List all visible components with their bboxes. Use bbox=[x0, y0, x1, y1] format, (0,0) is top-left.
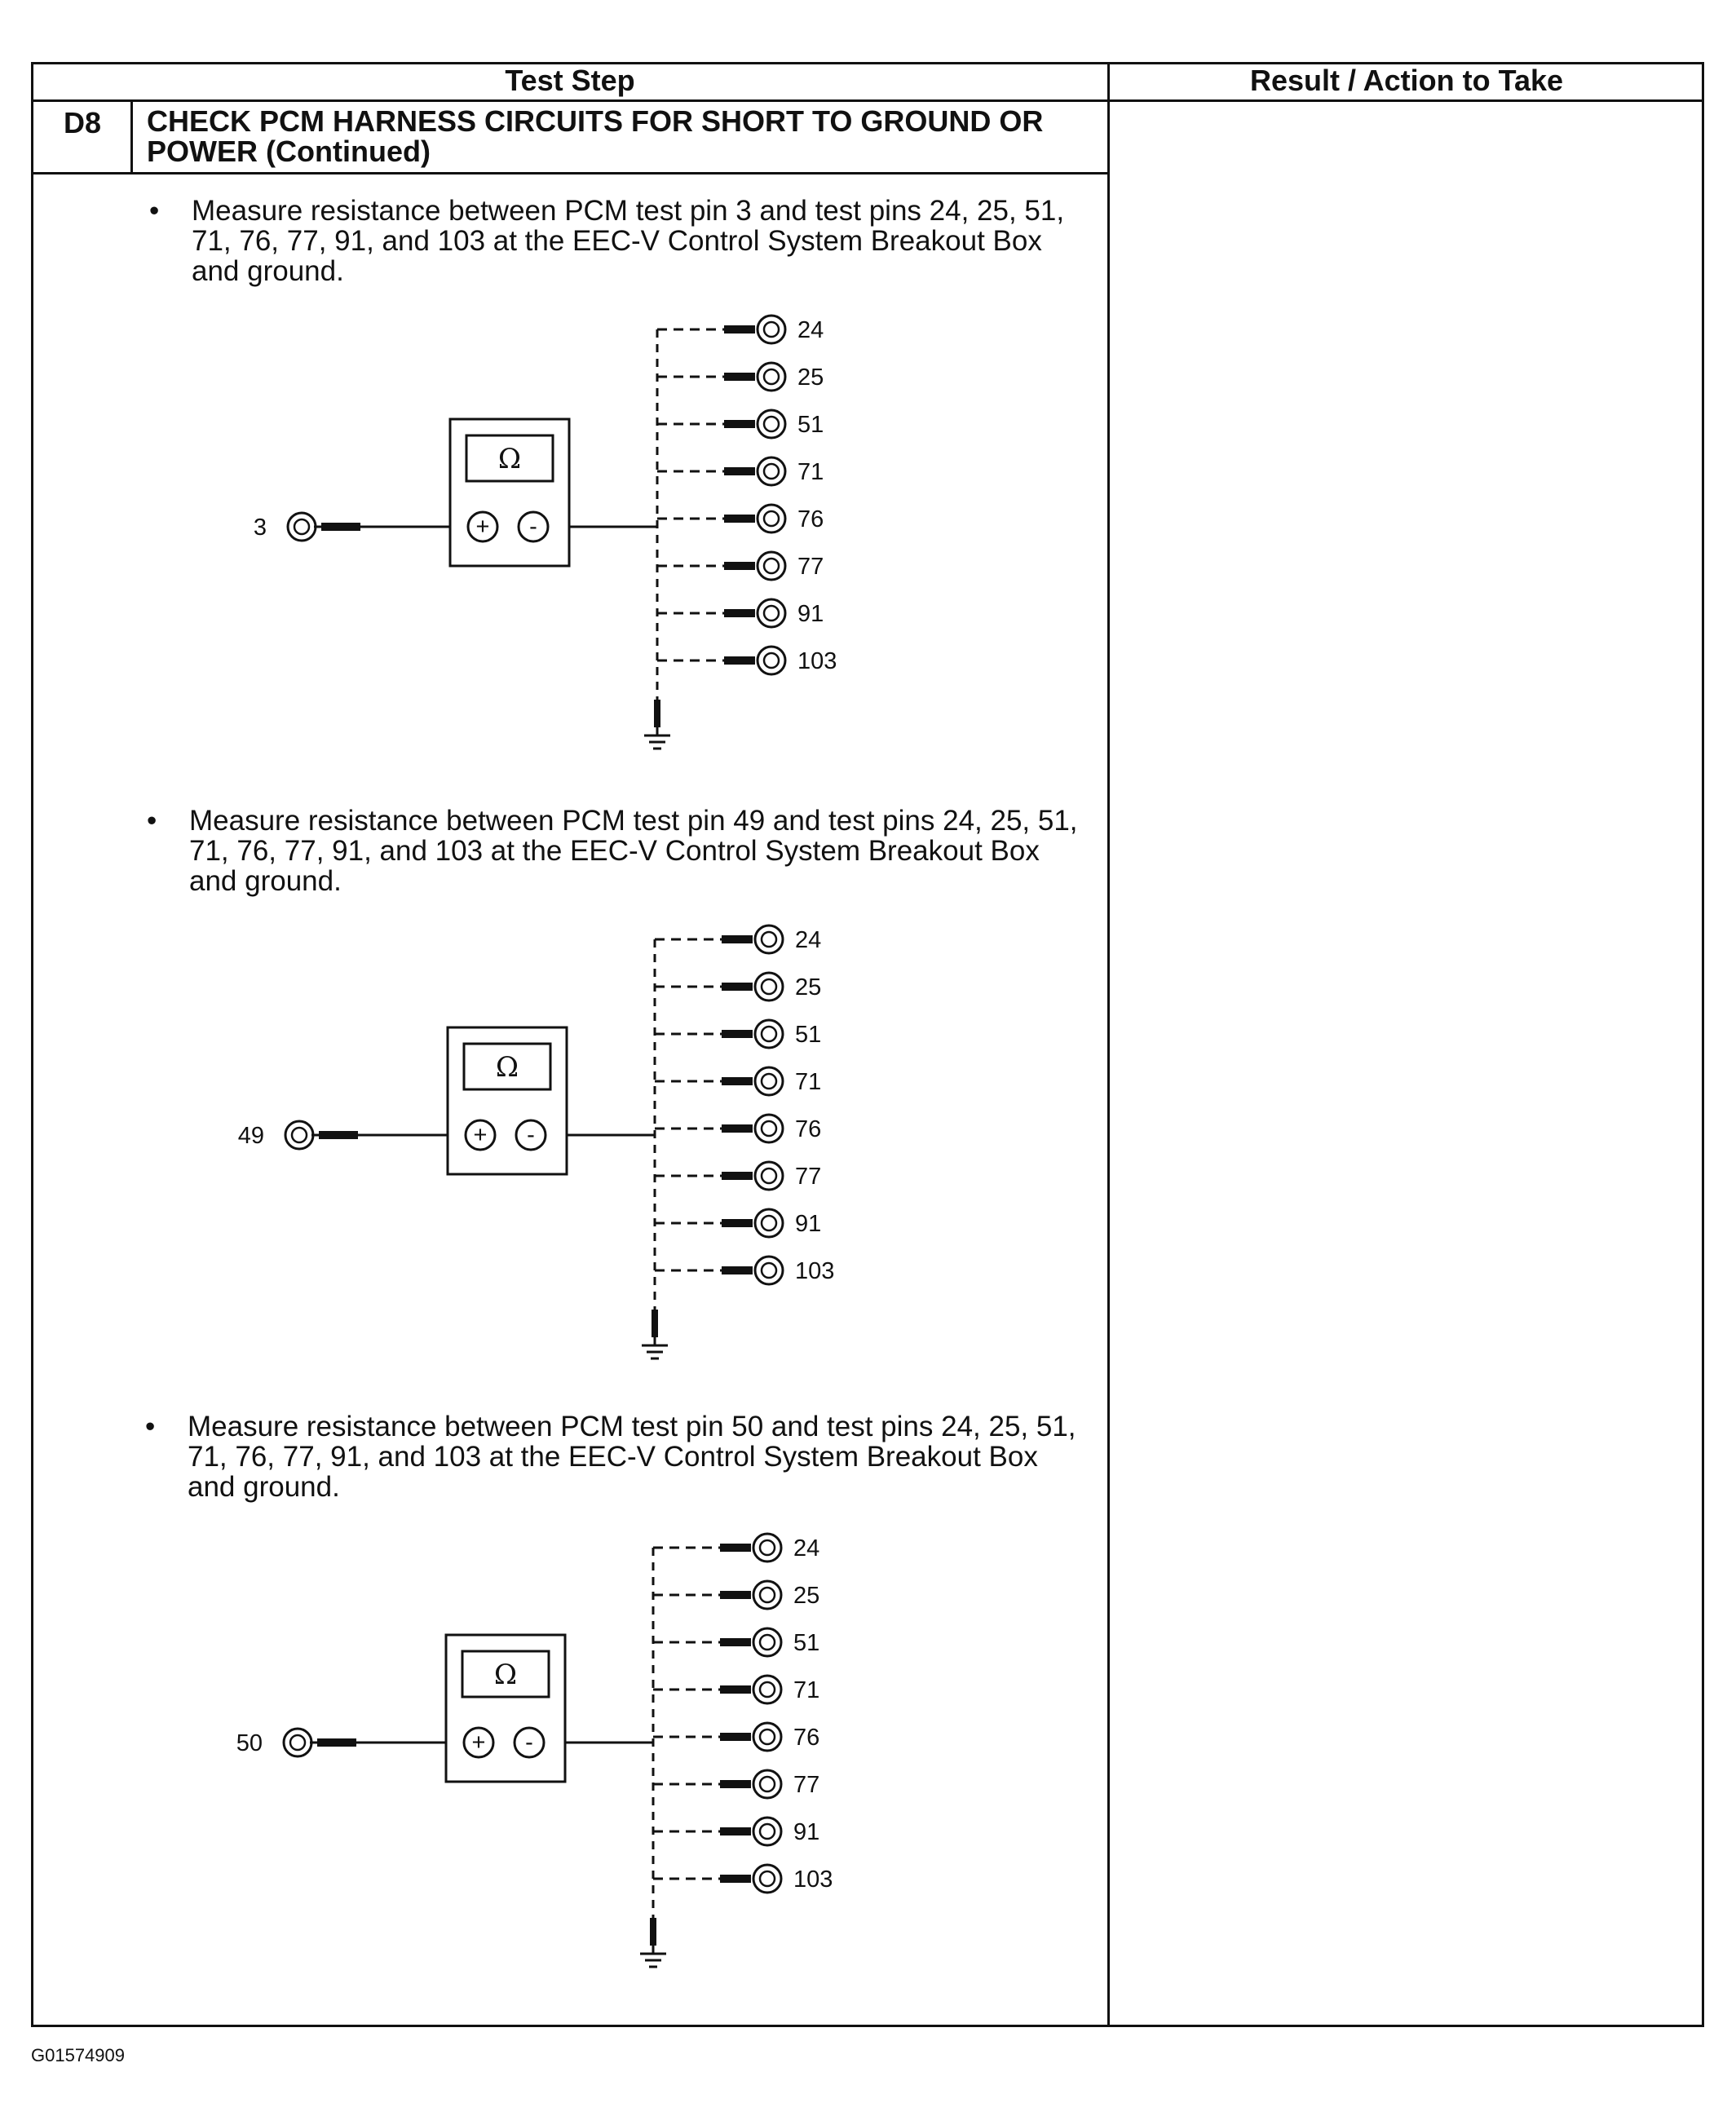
ground-probe bbox=[650, 1918, 656, 1946]
probe-tip bbox=[720, 1591, 751, 1599]
probe-tip bbox=[720, 1875, 751, 1883]
minus-sign: - bbox=[527, 1122, 535, 1148]
source-pin-jack-inner bbox=[290, 1735, 305, 1750]
test-pin-label: 24 bbox=[795, 927, 822, 953]
test-pin-label: 51 bbox=[793, 1630, 820, 1656]
test-pin-label: 91 bbox=[793, 1819, 820, 1845]
diagram-group bbox=[236, 1534, 833, 1967]
test-pin-label: 76 bbox=[795, 1116, 822, 1142]
source-pin-label: 3 bbox=[253, 515, 267, 541]
minus-sign: - bbox=[529, 514, 537, 540]
plus-sign: + bbox=[475, 514, 490, 540]
step-title: CHECK PCM HARNESS CIRCUITS FOR SHORT TO GROUND OR POWER (Continued) bbox=[147, 104, 1044, 168]
test-pin-jack-inner bbox=[760, 1682, 775, 1697]
test-pin-jack bbox=[753, 1628, 781, 1656]
plus-sign: + bbox=[473, 1122, 488, 1148]
bullet-marker: • bbox=[149, 195, 160, 227]
ohmmeter-symbol: Ω bbox=[493, 1659, 518, 1691]
test-pin-jack-inner bbox=[760, 1588, 775, 1602]
test-pin-label: 51 bbox=[797, 412, 824, 438]
figure-id: G01574909 bbox=[31, 2045, 125, 2065]
instruction-text: Measure resistance between PCM test pin 3 and test pins 24, 25, 51, 71, 76, 77, 91, and 103 at the EEC-V Control System Breakout Box and ground. bbox=[192, 195, 1065, 287]
probe-tip bbox=[720, 1733, 751, 1741]
probe-tip bbox=[720, 1685, 751, 1694]
test-pin-label: 103 bbox=[795, 1258, 835, 1284]
probe-tip bbox=[720, 1827, 751, 1835]
test-pin-jack bbox=[753, 1581, 781, 1609]
test-pin-jack bbox=[753, 1534, 781, 1562]
test-pin-label: 71 bbox=[793, 1677, 820, 1703]
test-pin-label: 91 bbox=[795, 1211, 822, 1237]
probe-tip bbox=[720, 1544, 751, 1552]
test-pin-label: 77 bbox=[793, 1772, 820, 1798]
probe-tip bbox=[720, 1638, 751, 1646]
test-pin-label: 91 bbox=[797, 601, 824, 627]
test-pin-label: 71 bbox=[797, 459, 824, 485]
probe-tip bbox=[720, 1780, 751, 1788]
test-pin-jack bbox=[753, 1676, 781, 1703]
instruction-text: Measure resistance between PCM test pin 50 and test pins 24, 25, 51, 71, 76, 77, 91, and 103 at the EEC-V Control System Breakout Box and ground. bbox=[188, 1411, 1076, 1503]
test-pin-label: 77 bbox=[795, 1164, 822, 1190]
test-pin-label: 77 bbox=[797, 554, 824, 580]
test-pin-label: 25 bbox=[795, 974, 822, 1001]
source-pin-label: 49 bbox=[237, 1123, 264, 1149]
bullet-marker: • bbox=[147, 805, 157, 837]
test-pin-jack bbox=[753, 1818, 781, 1845]
ohmmeter-symbol: Ω bbox=[495, 1051, 519, 1084]
bullet-marker: • bbox=[145, 1411, 156, 1442]
ohmmeter-symbol: Ω bbox=[497, 443, 522, 475]
test-pin-label: 76 bbox=[793, 1725, 820, 1751]
test-pin-label: 51 bbox=[795, 1022, 822, 1048]
header-result-action: Result / Action to Take bbox=[1249, 64, 1564, 97]
test-pin-label: 76 bbox=[797, 506, 824, 532]
test-pin-jack-inner bbox=[760, 1871, 775, 1886]
test-pin-jack-inner bbox=[760, 1635, 775, 1650]
test-pin-label: 24 bbox=[793, 1535, 820, 1562]
test-pin-jack-inner bbox=[760, 1824, 775, 1839]
test-pin-label: 71 bbox=[795, 1069, 822, 1095]
instruction-text: Measure resistance between PCM test pin 49 and test pins 24, 25, 51, 71, 76, 77, 91, and 103 at the EEC-V Control System Breakout Box and ground. bbox=[189, 805, 1078, 897]
test-pin-label: 25 bbox=[797, 364, 824, 391]
test-pin-jack-inner bbox=[760, 1729, 775, 1744]
test-pin-label: 25 bbox=[793, 1583, 820, 1609]
minus-sign: - bbox=[525, 1729, 533, 1756]
test-pin-label: 103 bbox=[797, 648, 837, 674]
test-pin-jack-inner bbox=[760, 1777, 775, 1791]
test-pin-label: 24 bbox=[797, 317, 824, 343]
test-pin-jack-inner bbox=[760, 1540, 775, 1555]
test-pin-jack bbox=[753, 1770, 781, 1798]
test-pin-jack bbox=[753, 1723, 781, 1751]
source-pin-jack bbox=[284, 1729, 311, 1756]
test-pin-label: 103 bbox=[793, 1866, 833, 1893]
source-pin-label: 50 bbox=[236, 1730, 263, 1756]
header-test-step: Test Step bbox=[505, 64, 635, 97]
plus-sign: + bbox=[471, 1729, 486, 1756]
test-pin-jack bbox=[753, 1865, 781, 1893]
step-id: D8 bbox=[64, 106, 102, 139]
